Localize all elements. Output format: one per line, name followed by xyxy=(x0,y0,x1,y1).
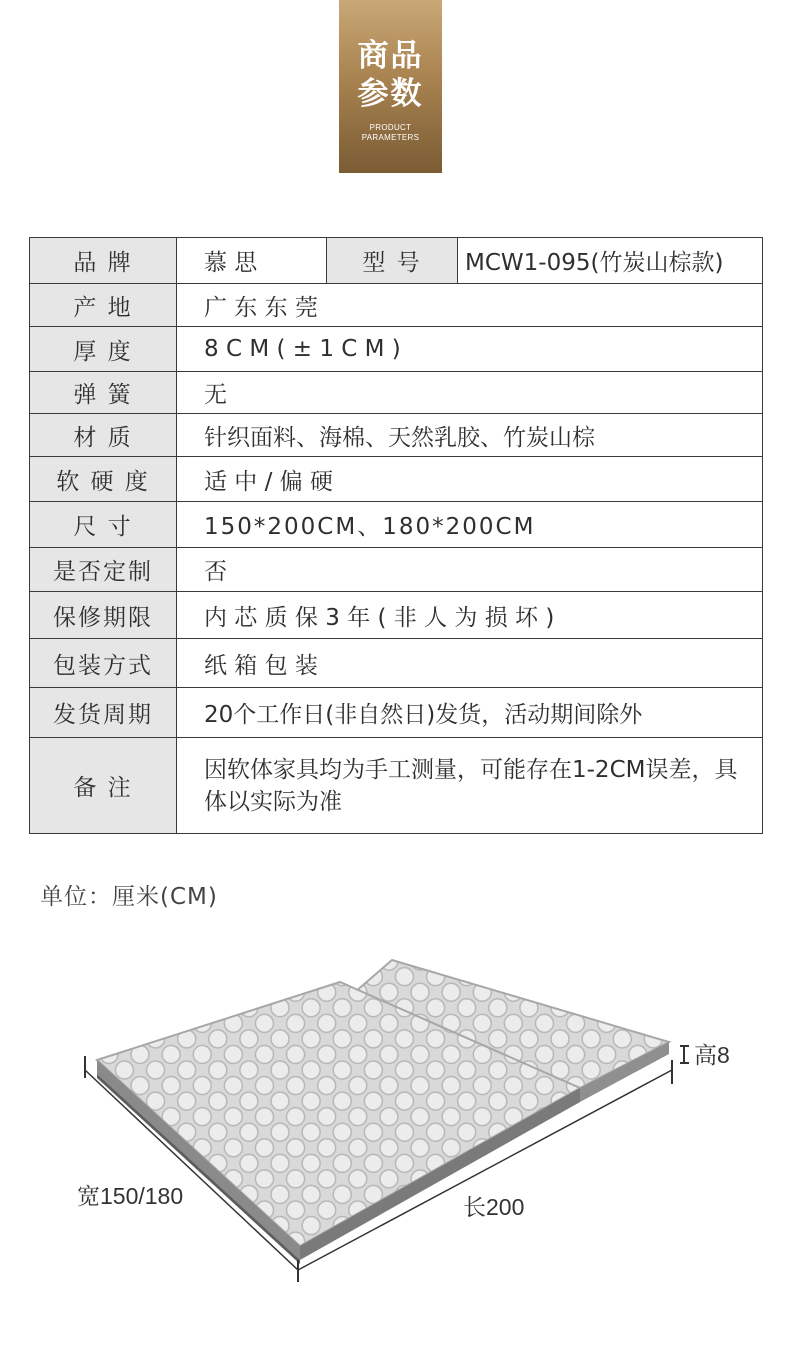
row-value-remarks: 因软体家具均为手工测量，可能存在1-2CM误差，具体以实际为准 xyxy=(177,738,763,834)
brand-label: 品 牌 xyxy=(30,238,177,284)
row-value-size: 150*200CM、180*200CM xyxy=(177,502,763,548)
unit-note: 单位：厘米(CM) xyxy=(40,884,218,910)
row-label-size: 尺 寸 xyxy=(30,502,177,548)
product-parameters-badge xyxy=(339,0,442,173)
row-value-delivery: 20个工作日(非自然日)发货，活动期间除外 xyxy=(177,688,763,738)
width-label: 宽150/180 xyxy=(77,1183,184,1209)
row-label-material: 材 质 xyxy=(30,414,177,457)
table-row xyxy=(30,592,763,639)
badge-subtitle xyxy=(339,123,442,143)
table-row xyxy=(30,688,763,738)
table-row xyxy=(30,639,763,688)
row-label-custom: 是否定制 xyxy=(30,548,177,592)
model-label: 型 号 xyxy=(327,238,458,284)
row-value-spring: 无 xyxy=(177,372,763,414)
table-row-brand xyxy=(30,238,763,284)
row-label-thickness: 厚 度 xyxy=(30,327,177,372)
row-label-spring: 弹 簧 xyxy=(30,372,177,414)
table-row xyxy=(30,548,763,592)
row-value-custom: 否 xyxy=(177,548,763,592)
table-row xyxy=(30,502,763,548)
row-label-remarks: 备 注 xyxy=(30,738,177,834)
row-label-firmness: 软 硬 度 xyxy=(30,457,177,502)
table-row xyxy=(30,738,763,834)
table-row xyxy=(30,414,763,457)
table-row xyxy=(30,327,763,372)
badge-subtitle-line1: PRODUCT xyxy=(369,123,412,132)
brand-value: 慕 思 xyxy=(177,238,327,284)
model-value: MCW1-095(竹炭山棕款) xyxy=(458,238,763,284)
row-value-packaging: 纸 箱 包 装 xyxy=(177,639,763,688)
parameters-table xyxy=(29,237,763,834)
table-row xyxy=(30,284,763,327)
badge-title-line2: 参数 xyxy=(357,76,424,112)
badge-title-line1: 商品 xyxy=(357,38,424,74)
height-label: 高8 xyxy=(694,1042,730,1068)
row-label-packaging: 包装方式 xyxy=(30,639,177,688)
height-dimension xyxy=(680,1042,730,1068)
mattress-dimension-diagram xyxy=(0,930,790,1365)
row-value-thickness: 8 C M ( ± 1 C M ) xyxy=(177,327,763,372)
table-row xyxy=(30,372,763,414)
table-row xyxy=(30,457,763,502)
row-value-warranty: 内 芯 质 保 3 年 ( 非 人 为 损 坏 ) xyxy=(177,592,763,639)
row-value-firmness: 适 中 / 偏 硬 xyxy=(177,457,763,502)
row-value-material: 针织面料、海棉、天然乳胶、竹炭山棕 xyxy=(177,414,763,457)
row-label-origin: 产 地 xyxy=(30,284,177,327)
row-label-warranty: 保修期限 xyxy=(30,592,177,639)
badge-subtitle-line2: PARAMETERS xyxy=(361,133,420,142)
badge-title xyxy=(339,37,442,113)
row-label-delivery: 发货周期 xyxy=(30,688,177,738)
length-label: 长200 xyxy=(463,1194,525,1220)
row-value-origin: 广 东 东 莞 xyxy=(177,284,763,327)
